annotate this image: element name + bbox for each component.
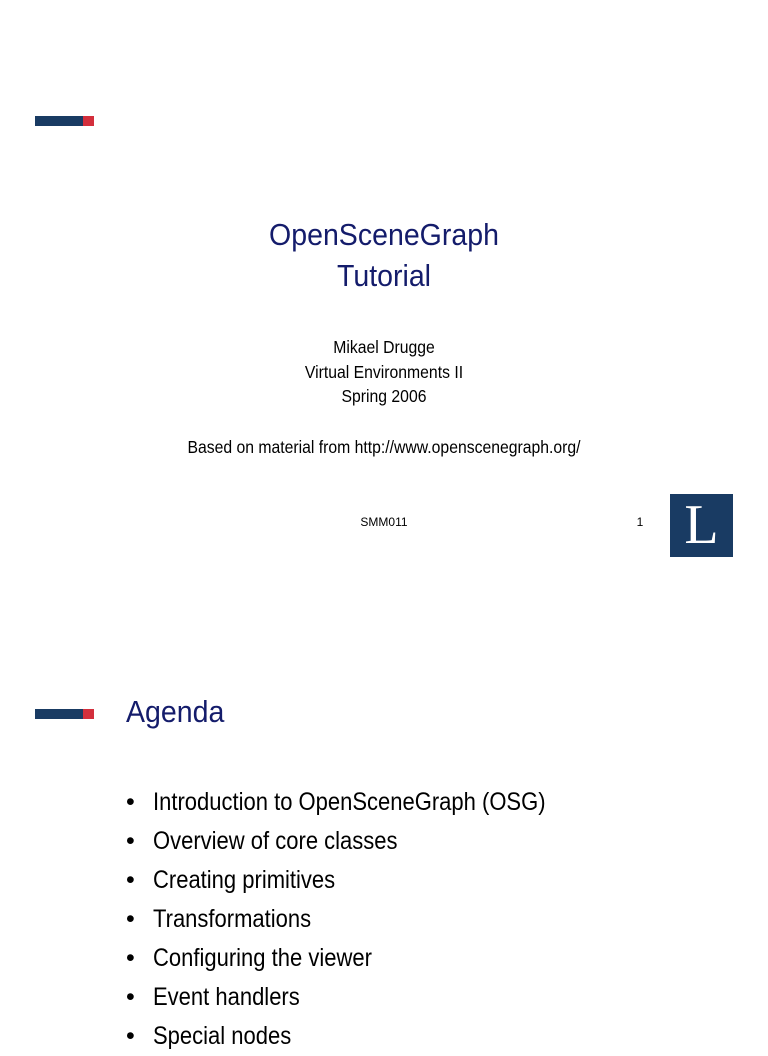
bullet-icon: • <box>126 944 135 972</box>
bullet-icon: • <box>126 866 135 894</box>
list-item: • Creating primitives <box>126 861 599 900</box>
accent-bar-red <box>83 709 94 719</box>
list-item: • Configuring the viewer <box>126 939 599 978</box>
accent-bar <box>35 709 94 719</box>
page-number: 1 <box>636 515 644 529</box>
bullet-icon: • <box>126 905 135 933</box>
bullet-icon: • <box>126 788 135 816</box>
list-item: • Overview of core classes <box>126 822 599 861</box>
agenda-slide <box>0 640 768 1050</box>
slide-title-line-2: Tutorial <box>336 258 432 293</box>
bullet-icon: • <box>126 827 135 855</box>
agenda-title: Agenda <box>126 694 225 729</box>
source-attribution: Based on material from http://www.openscenegraph.org/ <box>187 437 581 457</box>
author-name: Mikael Drugge <box>333 337 435 357</box>
agenda-list <box>126 783 599 1056</box>
accent-bar <box>35 116 94 126</box>
accent-bar-navy <box>35 116 83 126</box>
slide-title <box>31 214 738 296</box>
list-item: • Introduction to OpenSceneGraph (OSG) <box>126 783 599 822</box>
author-block <box>38 335 729 409</box>
bullet-icon: • <box>126 1022 135 1050</box>
university-logo <box>670 494 733 557</box>
slide-title-line-1: OpenSceneGraph <box>269 217 499 252</box>
logo-letter: L <box>684 493 719 556</box>
course-code: SMM011 <box>360 515 408 529</box>
accent-bar-navy <box>35 709 83 719</box>
bullet-icon: • <box>126 983 135 1011</box>
accent-bar-red <box>83 116 94 126</box>
term: Spring 2006 <box>341 386 427 406</box>
list-item: • Special nodes <box>126 1017 599 1056</box>
course-name: Virtual Environments II <box>304 361 464 382</box>
list-item: • Transformations <box>126 900 599 939</box>
list-item: • Event handlers <box>126 978 599 1017</box>
